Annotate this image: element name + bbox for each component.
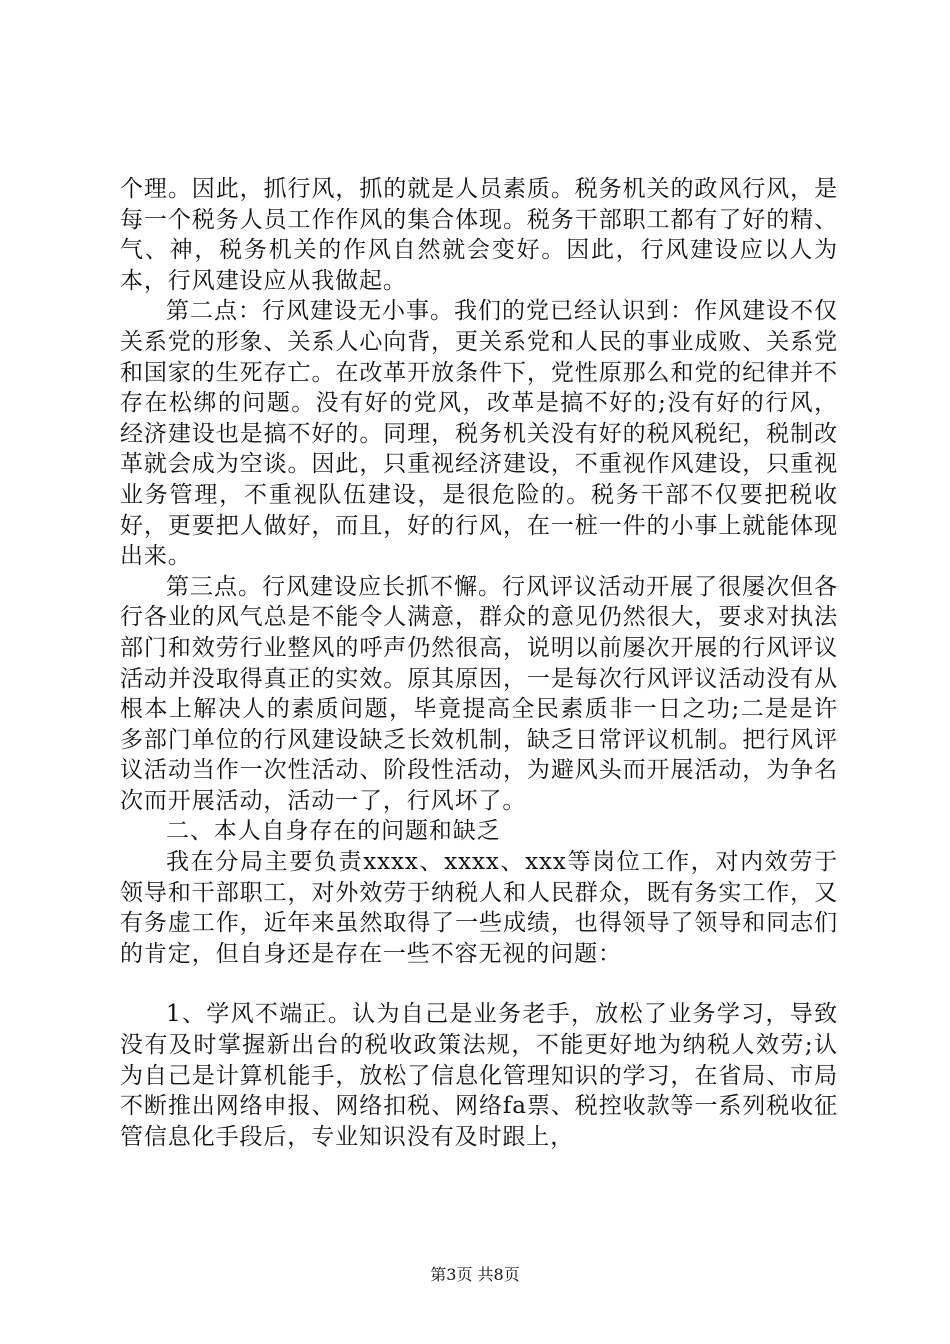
paragraph-point-two: 第二点：行风建设无小事。我们的党已经认识到：作风建设不仅关系党的形象、关系人心向背，更关系党和人民的事业成败、关系党和国家的生死存亡。在改革开放条件下，党性原那么和党的纪律并不存在松绑的问题。没有好的党风，改革是搞不好的;没有好的行风，经济建设也是搞不好的。同理，税务机关没有好的税风税纪，税制改革就会成为空谈。因此，只重视经济建设，不重视作风建设，只重视业务管理，不重视队伍建设，是很危险的。税务干部不仅要把税收好，更要把人做好，而且，好的行风，在一桩一件的小事上就能体现出来。 xyxy=(120,298,838,570)
page-number-label: 第3页 共8页 xyxy=(430,1265,520,1284)
page-footer xyxy=(0,1262,950,1285)
paragraph-point-three: 第三点。行风建设应长抓不懈。行风评议活动开展了很屡次但各行各业的风气总是不能令人满意，群众的意见仍然很大，要求对执法部门和效劳行业整风的呼声仍然很高，说明以前屡次开展的行风评议活动并没取得真正的实效。原其原因，一是每次行风评议活动没有从根本上解决人的素质问题，毕竟提高全民素质非一日之功;二是是许多部门单位的行风建设缺乏长效机制，缺乏日常评议机制。把行风评议活动当作一次性活动、阶段性活动，为避风头而开展活动，为争名次而开展活动，活动一了，行风坏了。 xyxy=(120,573,838,814)
paragraph-self-introduction: 我在分局主要负责xxxx、xxxx、xxx等岗位工作，对内效劳于领导和干部职工，对外效劳于纳税人和人民群众，既有务实工作，又有务虚工作，近年来虽然取得了一些成绩，也得领导了领导和同志们的肯定，但自身还是存在一些不容无视的问题： xyxy=(120,849,838,967)
paragraph-continuation: 个理。因此，抓行风，抓的就是人员素质。税务机关的政风行风，是每一个税务人员工作作风的集合体现。税务干部职工都有了好的精、气、神，税务机关的作风自然就会变好。因此，行风建设应以人为本，行风建设应从我做起。 xyxy=(120,176,838,294)
document-body xyxy=(120,174,838,1152)
section-heading-problems: 二、本人自身存在的问题和缺乏 xyxy=(166,818,501,845)
paragraph-item-one: 1、学风不端正。认为自己是业务老手，放松了业务学习，导致没有及时掌握新出台的税收政策法规，不能更好地为纳税人效劳;认为自己是计算机能手，放松了信息化管理知识的学习，在省局、市局不断推出网络申报、网络扣税、网络fa票、税控收款等一系列税收征管信息化手段后，专业知识没有及时跟上， xyxy=(120,1001,838,1150)
